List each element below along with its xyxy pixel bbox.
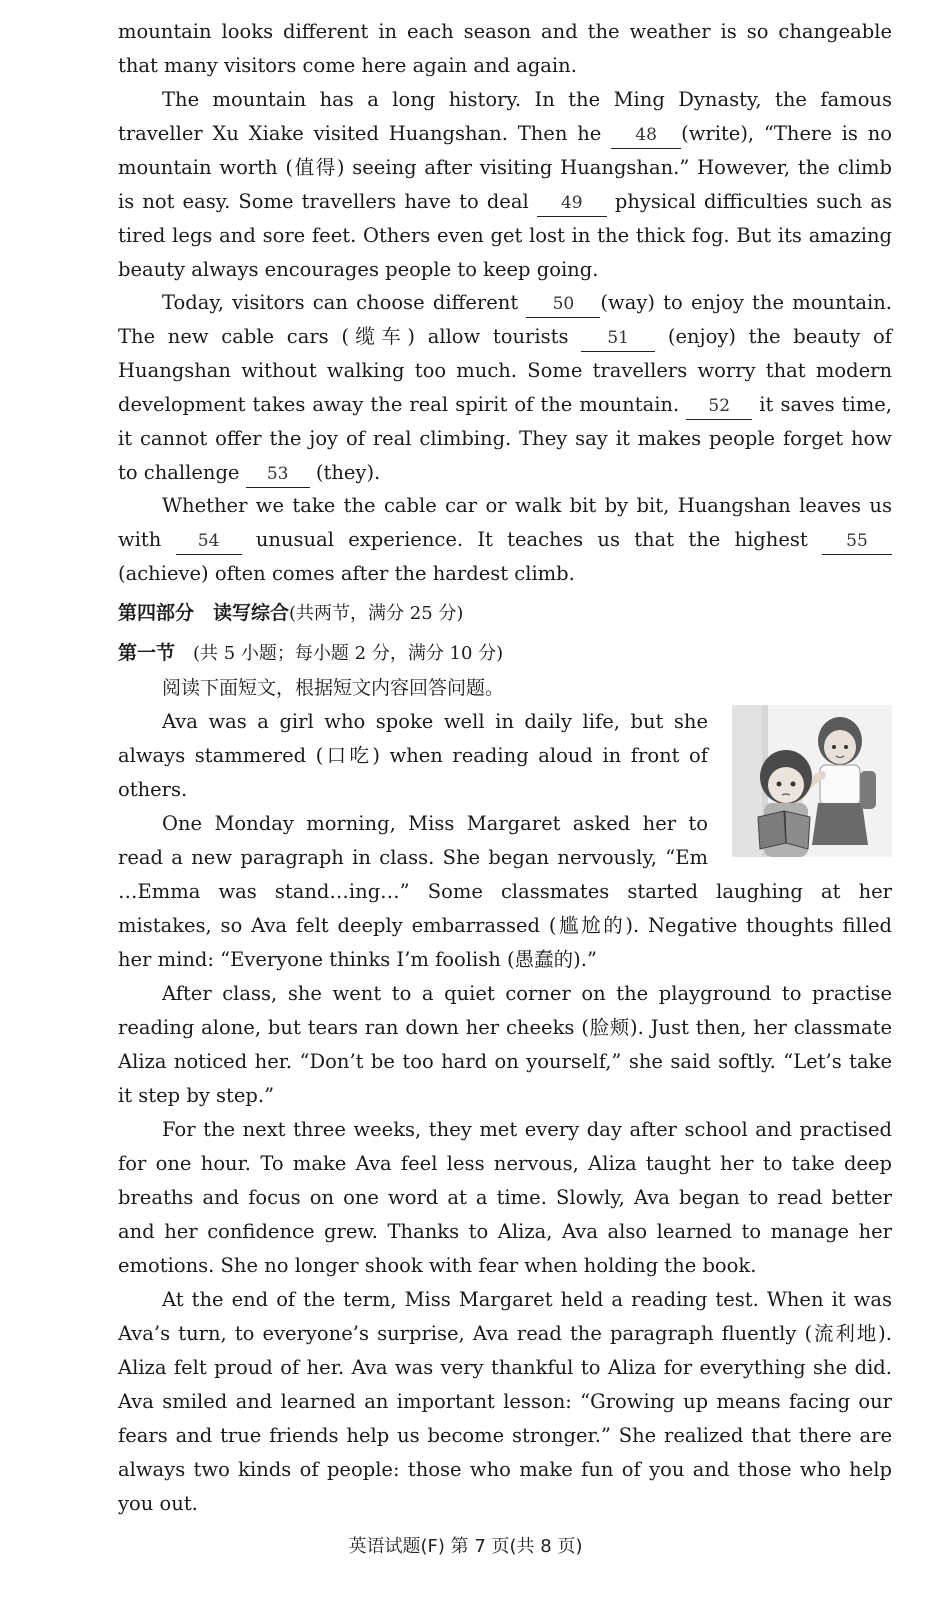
text-run: (enjoy) the beauty of Huangshan without walking too much. Some travellers worry that modern development takes away the real spirit of the mountain. (118, 325, 892, 416)
two-girls-reading-illustration (732, 705, 892, 857)
text-run: (way) to enjoy the mountain. The new cable cars (缆车) allow tourists (118, 291, 893, 348)
passage-paragraph-1 (118, 83, 892, 287)
text-run: The mountain has a long history. In the Ming Dynasty, the famous traveller Xu Xiake visited Huangshan. Then he (118, 88, 892, 145)
blank-48[interactable]: 48 (611, 122, 681, 149)
text-run: (they). (309, 461, 381, 484)
text-run: (write), “There is no mountain worth (值得) seeing after visiting Huangshan.” However, the climb is not easy. Some travellers have to deal (118, 122, 892, 213)
blank-54[interactable]: 54 (176, 528, 242, 555)
text-run: physical difficulties such as tired legs and sore feet. Others even get lost in the thick fog. But its amazing beauty always encourages people to keep going. (118, 190, 892, 281)
page-footer: 英语试题(F) 第 7 页(共 8 页) (348, 1536, 583, 1557)
blank-53[interactable]: 53 (246, 461, 310, 488)
story-paragraph-5: At the end of the term, Miss Margaret held a reading test. When it was Ava’s turn, to everyone’s surprise, Ava read the paragraph fluently (流利地). Aliza felt proud of her. Ava was very thankful to Aliza for everything she did. Ava smiled and learned an important lesson: “Growing up means facing our fears and true friends help us become stronger.” She realized that there are always two kinds of people: those who make fun of you and those who help you out. (118, 1288, 892, 1515)
story-paragraph-3: After class, she went to a quiet corner on the playground to practise reading alone, but tears ran down her cheeks (脸颊). Just then, her classmate Aliza noticed her. “Don’t be too hard on yourself,” she said softly. “Let’s take it step by step.” (118, 982, 892, 1107)
section-one-heading (118, 636, 503, 671)
section-one-instruction: 阅读下面短文，根据短文内容回答问题。 (162, 677, 505, 699)
section-one-title: 第一节 (118, 642, 176, 664)
part-four-title: 第四部分 读写综合 (118, 602, 290, 624)
story-paragraph-1: Ava was a girl who spoke well in daily life, but she always stammered (口吃) when reading aloud in front of others. (118, 710, 708, 801)
blank-51[interactable]: 51 (581, 325, 655, 352)
blank-49[interactable]: 49 (537, 190, 607, 217)
text-run: (achieve) often comes after the hardest climb. (118, 562, 575, 585)
passage-paragraph-3 (118, 489, 892, 591)
story-paragraph-4: For the next three weeks, they met every day after school and practised for one hour. To make Ava feel less nervous, Aliza taught her to take deep breaths and focus on one word at a time. Slowly, Ava began to read better and her confidence grew. Thanks to Aliza, Ava also learned to manage her emotions. She no longer shook with fear when holding the book. (118, 1118, 892, 1277)
section-one-note: (共 5 小题；每小题 2 分，满分 10 分) (193, 643, 504, 664)
text-run: Whether we take the cable car or walk bit by bit, Huangshan leaves us with (118, 494, 892, 551)
passage-paragraph-2 (118, 286, 892, 490)
text-run: Today, visitors can choose different (162, 291, 527, 314)
part-four-heading (118, 596, 463, 631)
blank-55[interactable]: 55 (822, 528, 892, 555)
story-text (118, 705, 892, 1521)
passage-paragraph-0: mountain looks different in each season and the weather is so changeable that many visitors come here again and again. (118, 20, 892, 77)
text-run: it saves time, it cannot offer the joy of real climbing. They say it makes people forget how to challenge (118, 393, 892, 484)
text-run: unusual experience. It teaches us that the highest (241, 528, 822, 551)
story-paragraph-2: One Monday morning, Miss Margaret asked her to read a new paragraph in class. She began nervously, “Em …Emma was stand…ing…” Some classmates started laughing at her mistakes, so Ava felt deeply embarrassed (尴尬的). Negative thoughts filled her mind: “Everyone thinks I’m foolish (愚蠢的).” (118, 812, 892, 971)
blank-50[interactable]: 50 (526, 291, 600, 318)
blank-52[interactable]: 52 (686, 393, 752, 420)
part-four-note: (共两节，满分 25 分) (289, 603, 464, 624)
